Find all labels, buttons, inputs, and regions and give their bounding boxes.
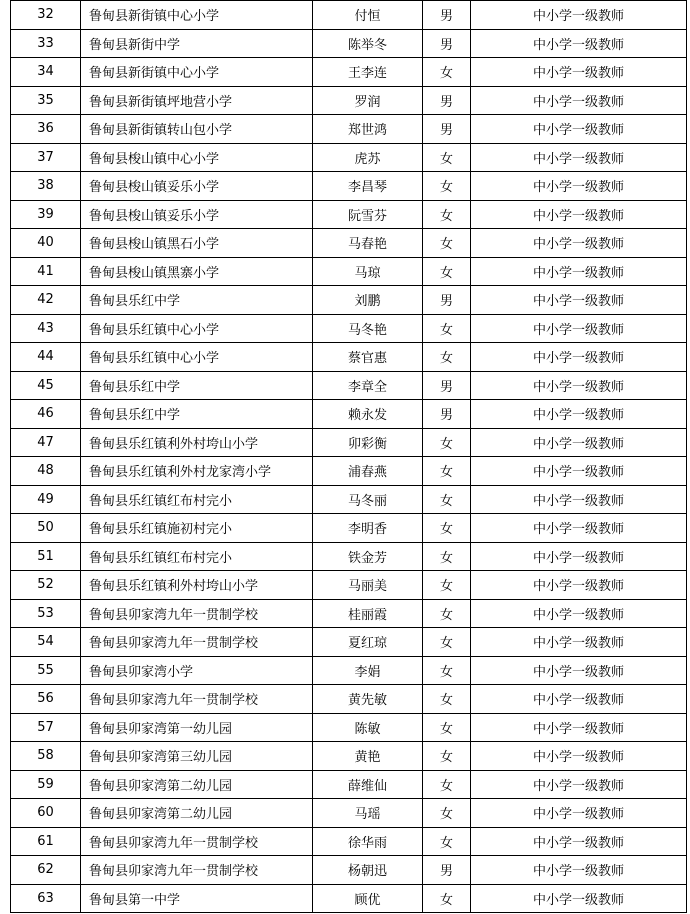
school-name-cell: 鲁甸县卯家湾九年一贯制学校: [81, 827, 313, 856]
teacher-title-cell: 中小学一级教师: [471, 457, 687, 486]
table-row: [11, 172, 687, 201]
school-name-cell: 鲁甸县梭山镇黑寨小学: [81, 257, 313, 286]
teacher-gender-cell: 女: [423, 229, 471, 258]
school-name-cell: 鲁甸县乐红镇中心小学: [81, 314, 313, 343]
teacher-gender-cell: 女: [423, 172, 471, 201]
school-name-cell: 鲁甸县梭山镇妥乐小学: [81, 200, 313, 229]
teacher-name-cell: 马瑶: [313, 799, 423, 828]
teacher-gender-cell: 男: [423, 115, 471, 144]
school-name-cell: 鲁甸县第一中学: [81, 884, 313, 913]
teacher-name-cell: 陈敏: [313, 713, 423, 742]
school-name-cell: 鲁甸县乐红镇利外村龙家湾小学: [81, 457, 313, 486]
teacher-title-cell: 中小学一级教师: [471, 485, 687, 514]
table-row: [11, 143, 687, 172]
table-row: [11, 400, 687, 429]
school-name-cell: 鲁甸县乐红镇施初村完小: [81, 514, 313, 543]
teacher-gender-cell: 男: [423, 1, 471, 30]
row-number-cell: 36: [11, 115, 81, 144]
school-name-cell: 鲁甸县乐红镇利外村垮山小学: [81, 428, 313, 457]
teacher-name-cell: 浦春燕: [313, 457, 423, 486]
table-row: [11, 371, 687, 400]
teacher-name-cell: 马丽美: [313, 571, 423, 600]
school-name-cell: 鲁甸县卯家湾第二幼儿园: [81, 799, 313, 828]
school-name-cell: 鲁甸县乐红中学: [81, 371, 313, 400]
table-row: [11, 685, 687, 714]
teacher-title-cell: 中小学一级教师: [471, 599, 687, 628]
table-row: [11, 770, 687, 799]
teacher-name-cell: 李娟: [313, 656, 423, 685]
row-number-cell: 38: [11, 172, 81, 201]
school-name-cell: 鲁甸县梭山镇黑石小学: [81, 229, 313, 258]
teacher-title-cell: 中小学一级教师: [471, 257, 687, 286]
teacher-gender-cell: 男: [423, 400, 471, 429]
row-number-cell: 35: [11, 86, 81, 115]
teacher-gender-cell: 女: [423, 428, 471, 457]
teacher-name-cell: 蔡官惠: [313, 343, 423, 372]
school-name-cell: 鲁甸县新街镇中心小学: [81, 58, 313, 87]
teacher-title-cell: 中小学一级教师: [471, 685, 687, 714]
school-name-cell: 鲁甸县乐红镇红布村完小: [81, 485, 313, 514]
table-row: [11, 542, 687, 571]
teacher-name-cell: 李章全: [313, 371, 423, 400]
teacher-name-cell: 王李连: [313, 58, 423, 87]
row-number-cell: 46: [11, 400, 81, 429]
teacher-gender-cell: 女: [423, 58, 471, 87]
table-row: [11, 742, 687, 771]
row-number-cell: 42: [11, 286, 81, 315]
school-name-cell: 鲁甸县乐红中学: [81, 286, 313, 315]
table-row: [11, 514, 687, 543]
row-number-cell: 52: [11, 571, 81, 600]
table-row: [11, 713, 687, 742]
table-row: [11, 799, 687, 828]
teacher-title-cell: 中小学一级教师: [471, 58, 687, 87]
teacher-roster-table: [10, 0, 687, 913]
teacher-gender-cell: 女: [423, 485, 471, 514]
teacher-name-cell: 赖永发: [313, 400, 423, 429]
table-row: [11, 856, 687, 885]
teacher-gender-cell: 女: [423, 143, 471, 172]
row-number-cell: 48: [11, 457, 81, 486]
row-number-cell: 37: [11, 143, 81, 172]
teacher-title-cell: 中小学一级教师: [471, 628, 687, 657]
row-number-cell: 45: [11, 371, 81, 400]
table-row: [11, 656, 687, 685]
row-number-cell: 60: [11, 799, 81, 828]
teacher-title-cell: 中小学一级教师: [471, 86, 687, 115]
school-name-cell: 鲁甸县梭山镇妥乐小学: [81, 172, 313, 201]
school-name-cell: 鲁甸县卯家湾九年一贯制学校: [81, 599, 313, 628]
roster-body: [11, 1, 687, 913]
teacher-name-cell: 阮雪芬: [313, 200, 423, 229]
row-number-cell: 39: [11, 200, 81, 229]
teacher-title-cell: 中小学一级教师: [471, 884, 687, 913]
teacher-name-cell: 铁金芳: [313, 542, 423, 571]
teacher-title-cell: 中小学一级教师: [471, 571, 687, 600]
teacher-name-cell: 杨朝迅: [313, 856, 423, 885]
school-name-cell: 鲁甸县卯家湾九年一贯制学校: [81, 685, 313, 714]
row-number-cell: 44: [11, 343, 81, 372]
table-row: [11, 1, 687, 30]
row-number-cell: 49: [11, 485, 81, 514]
teacher-title-cell: 中小学一级教师: [471, 428, 687, 457]
teacher-title-cell: 中小学一级教师: [471, 742, 687, 771]
school-name-cell: 鲁甸县乐红中学: [81, 400, 313, 429]
teacher-title-cell: 中小学一级教师: [471, 200, 687, 229]
row-number-cell: 50: [11, 514, 81, 543]
teacher-gender-cell: 女: [423, 343, 471, 372]
teacher-name-cell: 陈举冬: [313, 29, 423, 58]
teacher-title-cell: 中小学一级教师: [471, 713, 687, 742]
teacher-name-cell: 郑世鸿: [313, 115, 423, 144]
school-name-cell: 鲁甸县乐红镇中心小学: [81, 343, 313, 372]
teacher-title-cell: 中小学一级教师: [471, 286, 687, 315]
teacher-name-cell: 马冬艳: [313, 314, 423, 343]
teacher-name-cell: 马琼: [313, 257, 423, 286]
school-name-cell: 鲁甸县卯家湾第一幼儿园: [81, 713, 313, 742]
teacher-gender-cell: 男: [423, 856, 471, 885]
row-number-cell: 58: [11, 742, 81, 771]
teacher-title-cell: 中小学一级教师: [471, 343, 687, 372]
row-number-cell: 47: [11, 428, 81, 457]
teacher-gender-cell: 女: [423, 628, 471, 657]
row-number-cell: 43: [11, 314, 81, 343]
teacher-name-cell: 罗润: [313, 86, 423, 115]
school-name-cell: 鲁甸县梭山镇中心小学: [81, 143, 313, 172]
school-name-cell: 鲁甸县乐红镇利外村垮山小学: [81, 571, 313, 600]
row-number-cell: 61: [11, 827, 81, 856]
school-name-cell: 鲁甸县新街中学: [81, 29, 313, 58]
teacher-title-cell: 中小学一级教师: [471, 827, 687, 856]
table-row: [11, 599, 687, 628]
teacher-gender-cell: 女: [423, 742, 471, 771]
teacher-name-cell: 李明香: [313, 514, 423, 543]
row-number-cell: 55: [11, 656, 81, 685]
row-number-cell: 40: [11, 229, 81, 258]
teacher-title-cell: 中小学一级教师: [471, 314, 687, 343]
teacher-title-cell: 中小学一级教师: [471, 856, 687, 885]
table-row: [11, 86, 687, 115]
table-row: [11, 29, 687, 58]
teacher-title-cell: 中小学一级教师: [471, 172, 687, 201]
school-name-cell: 鲁甸县乐红镇红布村完小: [81, 542, 313, 571]
teacher-gender-cell: 女: [423, 827, 471, 856]
teacher-title-cell: 中小学一级教师: [471, 514, 687, 543]
table-row: [11, 314, 687, 343]
table-row: [11, 58, 687, 87]
teacher-title-cell: 中小学一级教师: [471, 29, 687, 58]
teacher-gender-cell: 女: [423, 799, 471, 828]
school-name-cell: 鲁甸县新街镇转山包小学: [81, 115, 313, 144]
school-name-cell: 鲁甸县卯家湾小学: [81, 656, 313, 685]
teacher-title-cell: 中小学一级教师: [471, 1, 687, 30]
school-name-cell: 鲁甸县新街镇中心小学: [81, 1, 313, 30]
row-number-cell: 32: [11, 1, 81, 30]
teacher-name-cell: 李昌琴: [313, 172, 423, 201]
table-row: [11, 343, 687, 372]
table-row: [11, 457, 687, 486]
teacher-name-cell: 黄艳: [313, 742, 423, 771]
row-number-cell: 33: [11, 29, 81, 58]
teacher-name-cell: 夏红琼: [313, 628, 423, 657]
row-number-cell: 56: [11, 685, 81, 714]
teacher-name-cell: 徐华雨: [313, 827, 423, 856]
table-row: [11, 229, 687, 258]
table-row: [11, 628, 687, 657]
teacher-title-cell: 中小学一级教师: [471, 115, 687, 144]
teacher-gender-cell: 女: [423, 656, 471, 685]
table-row: [11, 200, 687, 229]
teacher-title-cell: 中小学一级教师: [471, 229, 687, 258]
teacher-name-cell: 马冬丽: [313, 485, 423, 514]
table-row: [11, 428, 687, 457]
table-row: [11, 485, 687, 514]
row-number-cell: 57: [11, 713, 81, 742]
teacher-name-cell: 付恒: [313, 1, 423, 30]
teacher-title-cell: 中小学一级教师: [471, 542, 687, 571]
school-name-cell: 鲁甸县卯家湾第二幼儿园: [81, 770, 313, 799]
teacher-gender-cell: 女: [423, 457, 471, 486]
teacher-title-cell: 中小学一级教师: [471, 656, 687, 685]
teacher-name-cell: 卯彩衡: [313, 428, 423, 457]
teacher-gender-cell: 男: [423, 286, 471, 315]
table-row: [11, 115, 687, 144]
teacher-gender-cell: 女: [423, 713, 471, 742]
teacher-gender-cell: 女: [423, 200, 471, 229]
teacher-gender-cell: 女: [423, 884, 471, 913]
teacher-title-cell: 中小学一级教师: [471, 770, 687, 799]
row-number-cell: 34: [11, 58, 81, 87]
teacher-gender-cell: 女: [423, 514, 471, 543]
teacher-gender-cell: 女: [423, 257, 471, 286]
teacher-name-cell: 虎苏: [313, 143, 423, 172]
row-number-cell: 62: [11, 856, 81, 885]
teacher-name-cell: 顾优: [313, 884, 423, 913]
teacher-gender-cell: 女: [423, 685, 471, 714]
teacher-title-cell: 中小学一级教师: [471, 400, 687, 429]
teacher-gender-cell: 女: [423, 571, 471, 600]
table-row: [11, 257, 687, 286]
table-row: [11, 884, 687, 913]
school-name-cell: 鲁甸县新街镇坪地营小学: [81, 86, 313, 115]
row-number-cell: 41: [11, 257, 81, 286]
teacher-gender-cell: 男: [423, 29, 471, 58]
school-name-cell: 鲁甸县卯家湾第三幼儿园: [81, 742, 313, 771]
school-name-cell: 鲁甸县卯家湾九年一贯制学校: [81, 628, 313, 657]
teacher-name-cell: 马春艳: [313, 229, 423, 258]
teacher-title-cell: 中小学一级教师: [471, 143, 687, 172]
table-row: [11, 571, 687, 600]
table-row: [11, 827, 687, 856]
teacher-gender-cell: 女: [423, 542, 471, 571]
row-number-cell: 59: [11, 770, 81, 799]
table-row: [11, 286, 687, 315]
teacher-name-cell: 桂丽霞: [313, 599, 423, 628]
teacher-title-cell: 中小学一级教师: [471, 371, 687, 400]
row-number-cell: 53: [11, 599, 81, 628]
teacher-gender-cell: 男: [423, 86, 471, 115]
school-name-cell: 鲁甸县卯家湾九年一贯制学校: [81, 856, 313, 885]
teacher-gender-cell: 女: [423, 770, 471, 799]
teacher-name-cell: 刘鹏: [313, 286, 423, 315]
teacher-title-cell: 中小学一级教师: [471, 799, 687, 828]
teacher-name-cell: 薛维仙: [313, 770, 423, 799]
row-number-cell: 51: [11, 542, 81, 571]
row-number-cell: 63: [11, 884, 81, 913]
teacher-gender-cell: 男: [423, 371, 471, 400]
row-number-cell: 54: [11, 628, 81, 657]
teacher-gender-cell: 女: [423, 314, 471, 343]
teacher-name-cell: 黄先敏: [313, 685, 423, 714]
teacher-gender-cell: 女: [423, 599, 471, 628]
